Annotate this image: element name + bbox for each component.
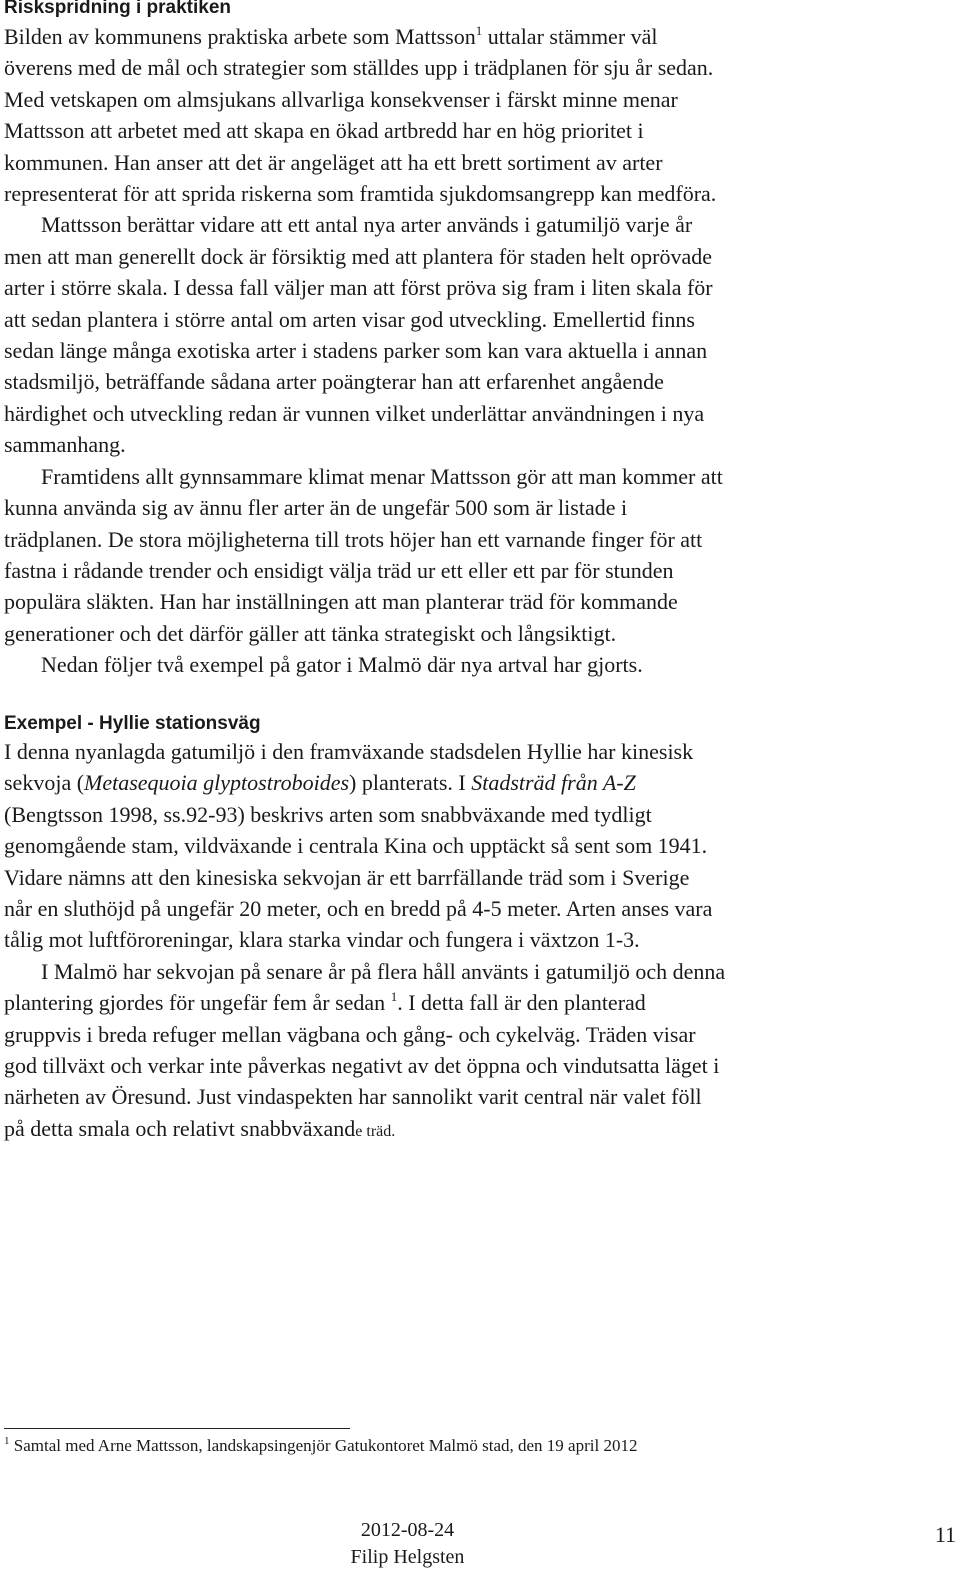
text-line: Bilden av kommunens praktiska arbete som Mattsson$^1$ uttalar stämmer väl [4, 23, 658, 49]
text-line: trädplanen. De stora möjligheterna till trots höjer han ett varnande finger för att [4, 526, 703, 552]
text-line: (Bengtsson 1998, ss.92-93) beskrivs arten som snabbväxande med tydligt [4, 801, 652, 827]
text-line: genomgående stam, vildväxande i centrala Kina och upptäckt så sent som 1941. [4, 833, 708, 859]
text-line: Med vetskapen om almsjukans allvarliga konsekvenser i färskt minne menar [4, 86, 678, 112]
text-line: I denna nyanlagda gatumiljö i den framväxande stadsdelen Hyllie har kinesisk [4, 739, 694, 764]
text-line: sedan länge många exotiska arter i stadens parker som kan vara aktuella i annan [4, 338, 708, 364]
text-line: kommunen. Han anser att det är angeläget att ha ett brett sortiment av arter [4, 149, 663, 175]
book-title: Stadsträd från A-Z [471, 770, 636, 796]
text-line: representerat för att sprida riskerna som framtida sjukdomsangrepp kan medföra. [4, 181, 717, 207]
text-line: plantering gjordes för ungefär fem år sedan $^1$. I detta fall är den planterad [4, 989, 646, 1016]
section-body-riskspridning [4, 21, 954, 681]
section-heading-hyllie-stationsvag: Exempel - Hyllie stationsväg [4, 713, 261, 734]
text-line: sekvoja (Metasequoia glyptostroboides) planterats. I Stadsträd från A-Z [4, 770, 636, 796]
paragraph-5 [4, 736, 954, 956]
footer-date: 2012-08-24 [360, 1519, 455, 1541]
footnote-text: Samtal med Arne Mattsson, landskapsingenjör Gatukontoret Malmö stad, den 19 april 2012 [9, 1436, 638, 1455]
text-line: når en sluthöjd på ungefär 20 meter, och en bredd på 4-5 meter. Arten anses vara [4, 896, 713, 922]
text-line: men att man generellt dock är försiktig med att plantera för staden helt oprövade [4, 243, 713, 269]
paragraph-3 [4, 461, 954, 649]
text-line: fastna i rådande trender och ensidigt välja träd ur ett eller ett par för stunden [4, 557, 674, 583]
text-line: närheten av Öresund. Just vindaspekten har sannolikt varit central när valet föll [4, 1084, 702, 1110]
text-line: Framtidens allt gynnsammare klimat menar Mattsson gör att man kommer att [41, 463, 723, 489]
text-line: på detta smala och relativt snabbväxande träd. [4, 1115, 396, 1141]
footnote [4, 1436, 637, 1456]
text-line: Nedan följer två exempel på gator i Malmö där nya artval har gjorts. [41, 652, 643, 678]
footer-author: Filip Helgsten [350, 1546, 465, 1568]
text-line: arter i större skala. I dessa fall väljer man att först pröva sig fram i liten skala för [4, 275, 713, 301]
text-line: Vidare nämns att den kinesiska sekvojan är ett barrfällande träd som i Sverige [4, 864, 690, 890]
text-line: Mattsson berättar vidare att ett antal nya arter används i gatumiljö varje år [41, 212, 693, 238]
text-line: härdighet och utveckling redan är vunnen vilket underlättar användningen i nya [4, 400, 705, 426]
text-line: att sedan plantera i större antal om arten visar god utveckling. Emellertid finns [4, 306, 695, 332]
paragraph-1 [4, 21, 954, 209]
species-name: Metasequoia glyptostroboides [84, 770, 350, 796]
text-line: generationer och det därför gäller att tänka strategiskt och långsiktigt. [4, 620, 617, 646]
section-heading-riskspridning: Riskspridning i praktiken [4, 0, 231, 18]
text-line: Mattsson att arbetet med att skapa en ökad artbredd har en hög prioritet i [4, 118, 644, 144]
paragraph-2 [4, 209, 954, 460]
text-line: sammanhang. [4, 432, 126, 458]
text-line: god tillväxt och verkar inte påverkas negativt av det öppna och vindutsatta läget i [4, 1053, 720, 1079]
footnote-separator [4, 1428, 350, 1429]
footnote-reference: 1 [390, 989, 398, 1005]
text-line: tålig mot luftföroreningar, klara starka vindar och fungera i växtzon 1-3. [4, 927, 640, 953]
text-line: I Malmö har sekvojan på senare år på flera håll använts i gatumiljö och denna [41, 958, 726, 984]
footnote-reference: 1 [475, 23, 483, 38]
text-line: överens med de mål och strategier som ställdes upp i trädplanen för sju år sedan. [4, 55, 714, 81]
text-line: populära släkten. Han har inställningen att man planterar träd för kommande [4, 589, 678, 615]
paragraph-4 [4, 649, 954, 680]
text-line: kunna använda sig av ännu fler arter än de ungefär 500 som är listade i [4, 495, 628, 521]
page-number: 11 [934, 1522, 956, 1547]
footnote-mark: 1 [4, 1435, 10, 1447]
section-body-hyllie-stationsvag [4, 736, 954, 1147]
paragraph-6 [4, 956, 954, 1147]
text-line: gruppvis i breda refuger mellan vägbana och gång- och cykelväg. Träden visar [4, 1021, 696, 1047]
text-line: stadsmiljö, beträffande sådana arter poängterar han att erfarenhet angående [4, 369, 664, 395]
